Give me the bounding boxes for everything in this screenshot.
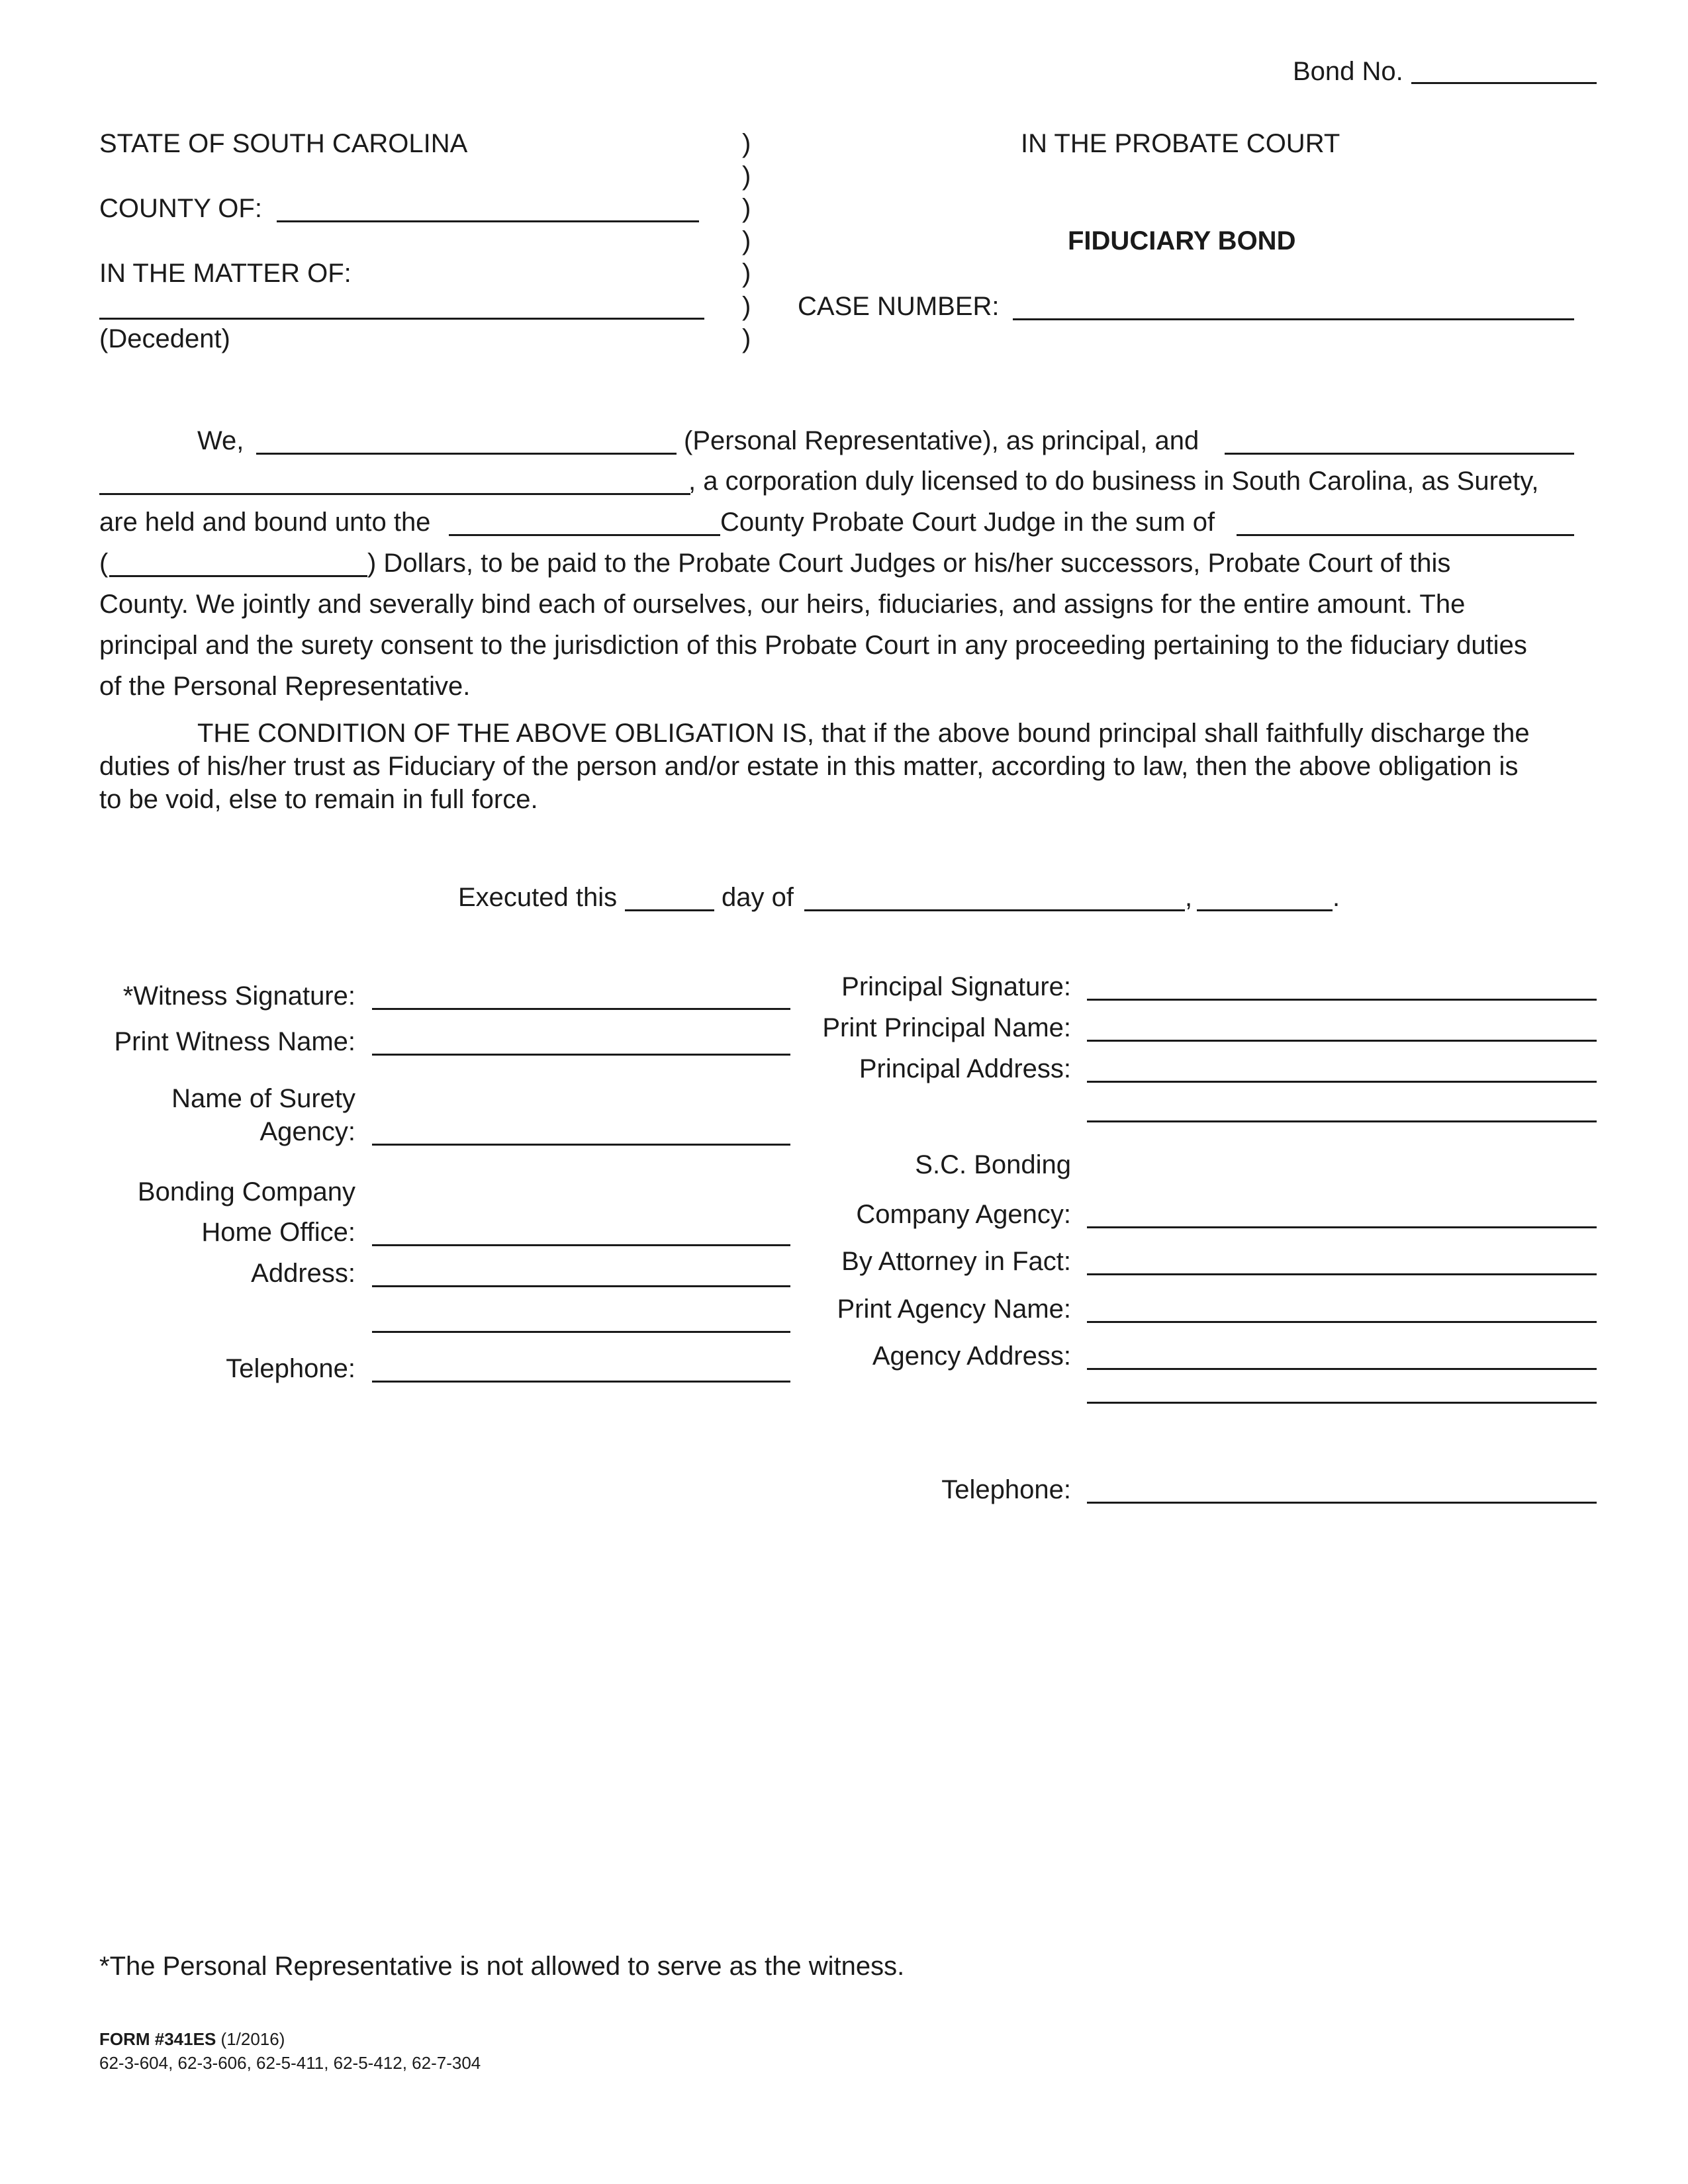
county-field[interactable] — [277, 220, 699, 222]
body-text-line: of the Personal Representative. — [99, 672, 471, 701]
paren-divider: ) — [742, 259, 751, 288]
state-label: STATE OF SOUTH CAROLINA — [99, 129, 468, 158]
executed-month-field[interactable] — [804, 909, 1185, 911]
print-agency-name-label: Print Agency Name: — [837, 1295, 1071, 1324]
paren-divider: ) — [742, 324, 751, 353]
county-label: COUNTY OF: — [99, 194, 262, 223]
body-text-line: principal and the surety consent to the jurisdiction of this Probate Court in any proceeding pertaining to the fiduciary duties — [99, 631, 1527, 660]
sc-bonding-label: S.C. Bonding — [915, 1150, 1071, 1179]
condition-text-line: THE CONDITION OF THE ABOVE OBLIGATION IS, that if the above bound principal shall faithfully discharge the — [197, 719, 1530, 748]
principal-address-label: Principal Address: — [859, 1054, 1071, 1083]
county-probate-field[interactable] — [449, 534, 720, 536]
corp-text: , a corporation duly licensed to do business in South Carolina, as Surety, — [688, 467, 1539, 496]
comma: , — [1185, 883, 1193, 912]
principal-address-field-line1[interactable] — [1087, 1081, 1597, 1083]
form-number: FORM #341ES — [99, 2029, 216, 2049]
company-agency-field[interactable] — [1087, 1226, 1597, 1228]
company-agency-label: Company Agency: — [856, 1200, 1071, 1229]
bond-no-field[interactable] — [1411, 82, 1597, 84]
executed-year-field[interactable] — [1197, 909, 1333, 911]
open-paren: ( — [99, 549, 109, 578]
witness-signature-label: *Witness Signature: — [122, 981, 355, 1011]
corporation-field[interactable] — [99, 493, 690, 495]
we-label: We, — [197, 426, 244, 455]
principal-address-field-line2[interactable] — [1087, 1120, 1597, 1122]
matter-field[interactable] — [99, 318, 704, 320]
dollars-text: ) Dollars, to be paid to the Probate Court Judges or his/her successors, Probate Court of this — [367, 549, 1451, 578]
condition-text-line: duties of his/her trust as Fiduciary of the person and/or estate in this matter, according to law, then the above obligation is — [99, 752, 1519, 781]
sum-words-field[interactable] — [1237, 534, 1574, 536]
telephone-label: Telephone: — [226, 1354, 355, 1383]
period: . — [1333, 883, 1340, 912]
principal-signature-field[interactable] — [1087, 999, 1597, 1001]
right-telephone-label: Telephone: — [941, 1475, 1071, 1504]
form-date: (1/2016) — [220, 2029, 285, 2049]
statute-references: 62-3-604, 62-3-606, 62-5-411, 62-5-412, 62-7-304 — [99, 2053, 481, 2073]
executed-label: Executed this — [458, 883, 618, 912]
witness-note: *The Personal Representative is not allowed to serve as the witness. — [99, 1952, 905, 1981]
county-court-text: County Probate Court Judge in the sum of — [720, 508, 1215, 537]
paren-divider: ) — [742, 226, 751, 255]
agency-address-label: Agency Address: — [872, 1342, 1071, 1371]
right-telephone-field[interactable] — [1087, 1502, 1597, 1504]
paren-divider: ) — [742, 161, 751, 191]
print-principal-name-label: Print Principal Name: — [822, 1013, 1071, 1042]
paren-divider: ) — [742, 292, 751, 321]
print-witness-name-field[interactable] — [372, 1054, 790, 1056]
body-text-line: County. We jointly and severally bind each of ourselves, our heirs, fiduciaries, and assigns for the entire amount. The — [99, 590, 1466, 619]
day-of-label: day of — [722, 883, 794, 912]
home-office-label: Home Office: — [201, 1218, 355, 1247]
held-text: are held and bound unto the — [99, 508, 431, 537]
address-field-line1[interactable] — [372, 1285, 790, 1287]
decedent-label: (Decedent) — [99, 324, 230, 353]
condition-text-line: to be void, else to remain in full force. — [99, 785, 538, 814]
personal-representative-field[interactable] — [256, 453, 677, 455]
case-number-field[interactable] — [1013, 318, 1574, 320]
surety-agency-label-line1: Name of Surety — [171, 1084, 355, 1113]
paren-divider: ) — [742, 129, 751, 158]
telephone-field[interactable] — [372, 1381, 790, 1383]
case-number-label: CASE NUMBER: — [798, 292, 1000, 321]
pr-text: (Personal Representative), as principal, and — [684, 426, 1199, 455]
court-label: IN THE PROBATE COURT — [1021, 129, 1340, 158]
surety-agency-field[interactable] — [372, 1144, 790, 1146]
print-principal-name-field[interactable] — [1087, 1040, 1597, 1042]
attorney-in-fact-label: By Attorney in Fact: — [841, 1247, 1071, 1276]
address-label: Address: — [251, 1259, 355, 1288]
agency-address-field-line2[interactable] — [1087, 1402, 1597, 1404]
attorney-in-fact-field[interactable] — [1087, 1273, 1597, 1275]
executed-day-field[interactable] — [625, 909, 714, 911]
address-field-line2[interactable] — [372, 1331, 790, 1333]
agency-address-field-line1[interactable] — [1087, 1368, 1597, 1370]
print-agency-name-field[interactable] — [1087, 1321, 1597, 1323]
sum-amount-field[interactable] — [109, 575, 367, 577]
principal-signature-label: Principal Signature: — [841, 972, 1071, 1001]
bonding-company-label: Bonding Company — [137, 1177, 355, 1206]
paren-divider: ) — [742, 194, 751, 223]
form-title: FIDUCIARY BOND — [1068, 226, 1296, 255]
matter-label: IN THE MATTER OF: — [99, 259, 352, 288]
bond-no-label: Bond No. — [1293, 57, 1403, 86]
form-id — [99, 2030, 285, 2048]
home-office-field[interactable] — [372, 1244, 790, 1246]
print-witness-name-label: Print Witness Name: — [114, 1027, 355, 1056]
witness-signature-field[interactable] — [372, 1008, 790, 1010]
surety-agency-label-line2: Agency: — [259, 1117, 355, 1146]
surety-field[interactable] — [1225, 453, 1574, 455]
